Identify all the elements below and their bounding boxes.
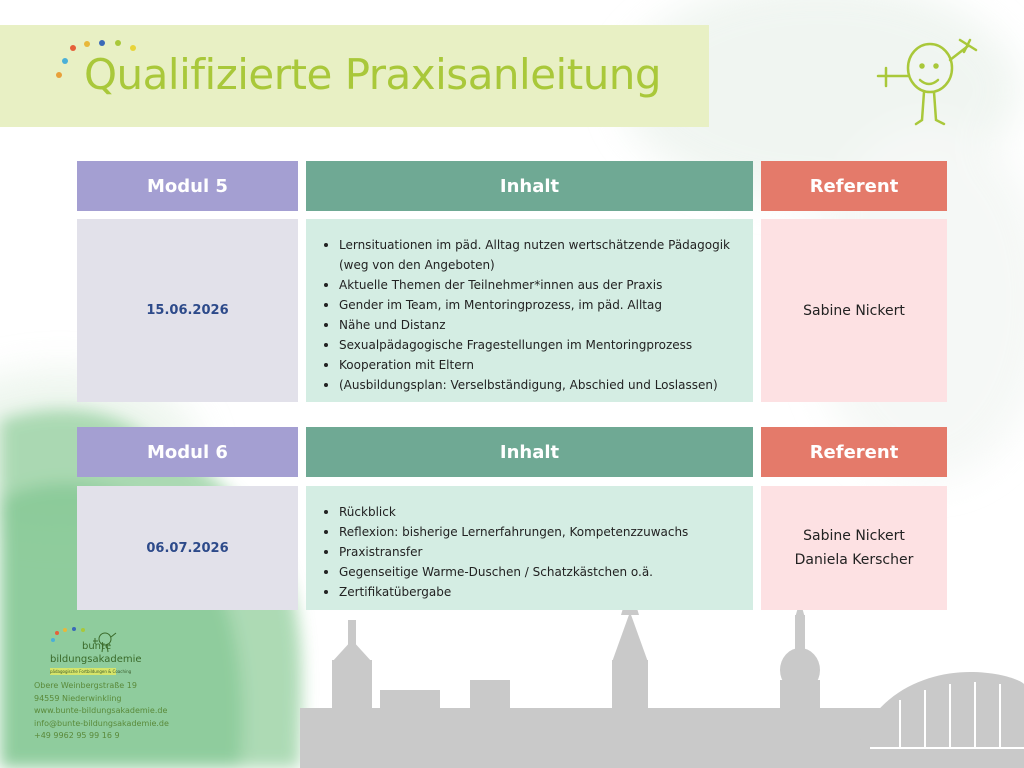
phone-number: +49 9962 95 99 16 9 [34,731,120,740]
list-item: Aktuelle Themen der Teilnehmer*innen aus der Praxis [322,275,743,295]
referent-cell [761,486,947,610]
website-link[interactable]: www.bunte-bildungsakademie.de [34,706,168,715]
email-link[interactable]: info@bunte-bildungsakademie.de [34,718,169,728]
referent-header: Referent [761,427,947,477]
list-item: Kooperation mit Eltern [322,355,743,375]
content-list [322,235,743,395]
referent-cell [761,219,947,402]
module-date: 15.06.2026 [77,219,298,402]
address-line: Obere Weinbergstraße 19 [34,681,137,690]
content-header: Inhalt [306,427,753,477]
referent-header: Referent [761,161,947,211]
content-list [322,502,743,602]
page-title: Qualifizierte Praxisanleitung [84,50,662,99]
module-header: Modul 6 [77,427,298,477]
stick-figure-icon [872,36,982,131]
list-item: Gegenseitige Warme-Duschen / Schatzkästchen o.ä. [322,562,743,582]
logo-tagline: pädagogische Fortbildungen & Coaching [50,669,132,674]
list-item: Sexualpädagogische Fragestellungen im Mentoringprozess [322,335,743,355]
referent-name: Sabine Nickert [803,528,905,544]
address-line: 94559 Niederwinkling [34,693,122,703]
referent-name: Sabine Nickert [803,302,905,319]
logo-text: bildungsakademie [50,654,142,665]
module-date: 06.07.2026 [77,486,298,610]
content-cell [306,486,753,610]
list-item: Praxistransfer [322,542,743,562]
list-item: (Ausbildungsplan: Verselbständigung, Abschied und Loslassen) [322,375,743,395]
footer-contact [34,680,169,743]
list-item: Zertifikatübergabe [322,582,743,602]
referent-name: Daniela Kerscher [794,552,914,568]
content-cell [306,219,753,402]
list-item: Reflexion: bisherige Lernerfahrungen, Kompetenzzuwachs [322,522,743,542]
logo-text: bunte [82,641,112,652]
list-item: Nähe und Distanz [322,315,743,335]
list-item: Lernsituationen im päd. Alltag nutzen wertschätzende Pädagogik (weg von den Angeboten) [322,235,743,275]
content-header: Inhalt [306,161,753,211]
module-header: Modul 5 [77,161,298,211]
list-item: Gender im Team, im Mentoringprozess, im päd. Alltag [322,295,743,315]
list-item: Rückblick [322,502,743,522]
